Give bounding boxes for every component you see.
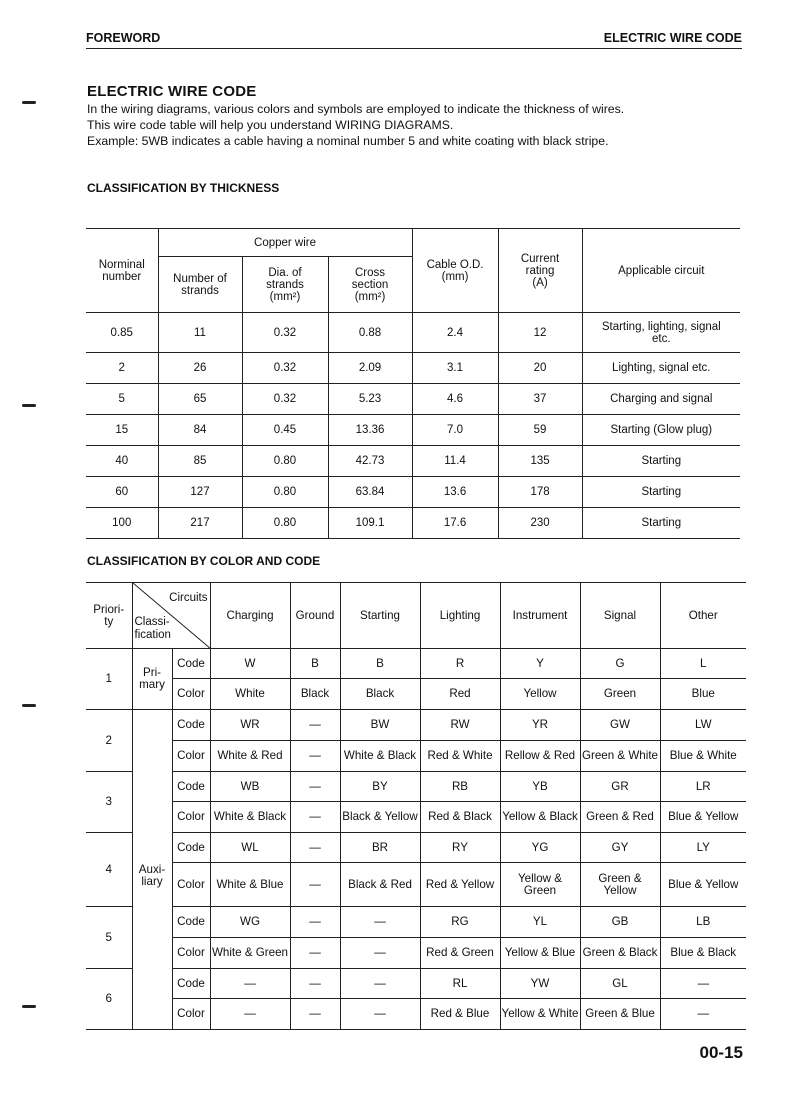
header-cable-od: Cable O.D. (mm) xyxy=(412,229,498,313)
binder-mark xyxy=(22,101,36,104)
circuit-line: Lighting, signal etc. xyxy=(612,362,711,374)
header-instrument: Instrument xyxy=(500,583,580,649)
cell-code: G xyxy=(580,649,660,679)
cell-color: White & Green xyxy=(210,938,290,969)
circuit-line: Starting (Glow plug) xyxy=(610,424,713,436)
cell-code: GY xyxy=(580,833,660,863)
cell-priority: 5 xyxy=(86,907,132,969)
cell-code: R xyxy=(420,649,500,679)
cell-color: Blue & White xyxy=(660,741,746,772)
circuit-line: Starting, lighting, signal xyxy=(601,320,721,333)
cell-dash: — xyxy=(340,999,420,1030)
intro-line: In the wiring diagrams, various colors and symbols are employed to indicate the thickness of wires. xyxy=(87,102,625,116)
cell-strands: 217 xyxy=(158,508,242,539)
cell-code: LY xyxy=(660,833,746,863)
cell-code: GB xyxy=(580,907,660,938)
cell-code: YL xyxy=(500,907,580,938)
header-other: Other xyxy=(660,583,746,649)
text-line: Green & xyxy=(598,871,642,885)
table-row xyxy=(86,999,746,1030)
color-code-table xyxy=(86,582,746,1030)
circuit-line: Starting xyxy=(641,455,682,467)
cell-color-label: Color xyxy=(172,999,210,1030)
cell-color: Green & Red xyxy=(580,802,660,833)
circuit-line: Starting xyxy=(641,486,682,498)
table-row xyxy=(86,384,740,415)
table-row xyxy=(86,415,740,446)
cell-code: RB xyxy=(420,772,500,802)
cell-code-label: Code xyxy=(172,907,210,938)
cell-auxiliary xyxy=(132,710,172,1030)
cell-code: GL xyxy=(580,969,660,999)
cell-color: Green & Black xyxy=(580,938,660,969)
cell-current: 59 xyxy=(498,415,582,446)
cell-priority: 3 xyxy=(86,772,132,833)
cell-dash: — xyxy=(290,772,340,802)
cell-color: Green xyxy=(580,679,660,710)
cell-current: 135 xyxy=(498,446,582,477)
cell-color: Red xyxy=(420,679,500,710)
cell-color: Red & White xyxy=(420,741,500,772)
cell-dash: — xyxy=(290,938,340,969)
cell-strands: 11 xyxy=(158,313,242,353)
color-heading: CLASSIFICATION BY COLOR AND CODE xyxy=(87,554,321,568)
cell-dia: 0.80 xyxy=(242,477,328,508)
cell-dia: 0.32 xyxy=(242,313,328,353)
cell-color: White & Red xyxy=(210,741,290,772)
cell-code: YG xyxy=(500,833,580,863)
cell-od: 2.4 xyxy=(412,313,498,353)
header-lighting: Lighting xyxy=(420,583,500,649)
cell-code: YB xyxy=(500,772,580,802)
circuit-line: Charging and signal xyxy=(610,393,713,405)
cell-circuit xyxy=(582,477,740,508)
header-circuits: Circuits xyxy=(169,592,208,604)
cell-code-label: Code xyxy=(172,833,210,863)
cell-code: LB xyxy=(660,907,746,938)
cell-cross: 2.09 xyxy=(328,353,412,384)
table-row xyxy=(86,863,746,907)
cell-code-label: Code xyxy=(172,710,210,741)
cell-priority: 2 xyxy=(86,710,132,772)
header-starting: Starting xyxy=(340,583,420,649)
table-row xyxy=(86,741,746,772)
cell-dia: 0.32 xyxy=(242,384,328,415)
header-cross-section: Cross section (mm²) xyxy=(328,257,412,313)
cell-code: LW xyxy=(660,710,746,741)
cell-dash: — xyxy=(660,969,746,999)
binder-mark xyxy=(22,1005,36,1008)
cell-current: 37 xyxy=(498,384,582,415)
cell-circuit xyxy=(582,313,740,353)
binder-mark xyxy=(22,404,36,407)
cell-code: WG xyxy=(210,907,290,938)
cell-color: Red & Yellow xyxy=(420,863,500,907)
cell-color-label: Color xyxy=(172,741,210,772)
cell-color xyxy=(500,863,580,907)
table-row xyxy=(86,833,746,863)
table-row xyxy=(86,969,746,999)
intro-line: This wire code table will help you understand WIRING DIAGRAMS. xyxy=(87,118,454,132)
cell-code: WL xyxy=(210,833,290,863)
cell-color: White xyxy=(210,679,290,710)
header-number-of-strands: Number of strands xyxy=(158,257,242,313)
page-title: ELECTRIC WIRE CODE xyxy=(87,83,257,100)
cell-od: 17.6 xyxy=(412,508,498,539)
cell-priority: 1 xyxy=(86,649,132,710)
header-charging: Charging xyxy=(210,583,290,649)
cell-cross: 63.84 xyxy=(328,477,412,508)
cell-circuit xyxy=(582,446,740,477)
cell-code-label: Code xyxy=(172,649,210,679)
circuit-line: etc. xyxy=(652,332,671,345)
cell-color-label: Color xyxy=(172,679,210,710)
text-line: Yellow & xyxy=(517,871,563,885)
cell-code: BY xyxy=(340,772,420,802)
table-row xyxy=(86,353,740,384)
cell-dash: — xyxy=(290,863,340,907)
header-circuits-classification xyxy=(132,583,210,649)
cell-color-label: Color xyxy=(172,802,210,833)
cell-color: Green & Blue xyxy=(580,999,660,1030)
cell-color: Red & Black xyxy=(420,802,500,833)
cell-circuit xyxy=(582,384,740,415)
cell-color: White & Black xyxy=(340,741,420,772)
cell-color: Black & Red xyxy=(340,863,420,907)
cell-priority: 4 xyxy=(86,833,132,907)
intro-text xyxy=(87,101,624,149)
cell-cross: 0.88 xyxy=(328,313,412,353)
cell-color xyxy=(580,863,660,907)
cell-cross: 13.36 xyxy=(328,415,412,446)
cell-cross: 42.73 xyxy=(328,446,412,477)
header-classification: Classi- fication xyxy=(134,616,171,641)
cell-color: Yellow & White xyxy=(500,999,580,1030)
table-row xyxy=(86,477,740,508)
table-row xyxy=(86,772,746,802)
cell-code-label: Code xyxy=(172,772,210,802)
cell-cross: 5.23 xyxy=(328,384,412,415)
text-line: Auxi- xyxy=(138,862,166,876)
cell-od: 13.6 xyxy=(412,477,498,508)
page-header xyxy=(86,30,742,49)
cell-code: RG xyxy=(420,907,500,938)
cell-color: Black xyxy=(290,679,340,710)
cell-dash: — xyxy=(290,802,340,833)
cell-code: RW xyxy=(420,710,500,741)
cell-code: W xyxy=(210,649,290,679)
cell-primary xyxy=(132,649,172,710)
cell-dash: — xyxy=(340,907,420,938)
table-row xyxy=(86,802,746,833)
cell-current: 12 xyxy=(498,313,582,353)
cell-strands: 85 xyxy=(158,446,242,477)
cell-nominal: 15 xyxy=(86,415,158,446)
thickness-table xyxy=(86,228,740,539)
cell-od: 11.4 xyxy=(412,446,498,477)
cell-dash: — xyxy=(290,710,340,741)
table-row xyxy=(86,508,740,539)
text-line: Pri- xyxy=(142,666,162,679)
cell-code: GW xyxy=(580,710,660,741)
cell-code: YR xyxy=(500,710,580,741)
cell-nominal: 0.85 xyxy=(86,313,158,353)
binder-mark xyxy=(22,704,36,707)
cell-dash: — xyxy=(340,938,420,969)
cell-code: YW xyxy=(500,969,580,999)
cell-color: White & Blue xyxy=(210,863,290,907)
text-line: mary xyxy=(139,678,165,691)
cell-dia: 0.80 xyxy=(242,508,328,539)
cell-dash: — xyxy=(660,999,746,1030)
table-row xyxy=(86,938,746,969)
cell-color: Yellow xyxy=(500,679,580,710)
cell-dash: — xyxy=(210,999,290,1030)
text-line: liary xyxy=(141,874,163,888)
cell-code: B xyxy=(290,649,340,679)
cell-nominal: 5 xyxy=(86,384,158,415)
header-applicable-circuit: Applicable circuit xyxy=(582,229,740,313)
cell-nominal: 60 xyxy=(86,477,158,508)
cell-color: Red & Blue xyxy=(420,999,500,1030)
text-line: Green xyxy=(523,883,557,897)
cell-code: WR xyxy=(210,710,290,741)
cell-code-label: Code xyxy=(172,969,210,999)
cell-dash: — xyxy=(290,999,340,1030)
cell-dash: — xyxy=(290,833,340,863)
cell-circuit xyxy=(582,353,740,384)
intro-line: Example: 5WB indicates a cable having a nominal number 5 and white coating with black stripe. xyxy=(87,134,609,148)
header-nominal: Norminal number xyxy=(86,229,158,313)
header-section: FOREWORD xyxy=(86,31,161,45)
cell-circuit xyxy=(582,508,740,539)
cell-circuit xyxy=(582,415,740,446)
cell-od: 3.1 xyxy=(412,353,498,384)
cell-code: WB xyxy=(210,772,290,802)
cell-current: 230 xyxy=(498,508,582,539)
cell-color: Blue & Yellow xyxy=(660,802,746,833)
cell-code: GR xyxy=(580,772,660,802)
header-ground: Ground xyxy=(290,583,340,649)
cell-code: BW xyxy=(340,710,420,741)
cell-nominal: 40 xyxy=(86,446,158,477)
cell-dash: — xyxy=(340,969,420,999)
cell-color: Red & Green xyxy=(420,938,500,969)
cell-strands: 127 xyxy=(158,477,242,508)
header-signal: Signal xyxy=(580,583,660,649)
cell-strands: 26 xyxy=(158,353,242,384)
cell-color-label: Color xyxy=(172,938,210,969)
cell-code: Y xyxy=(500,649,580,679)
cell-color: Yellow & Blue xyxy=(500,938,580,969)
circuit-line: Starting xyxy=(641,517,682,529)
cell-nominal: 2 xyxy=(86,353,158,384)
table-row xyxy=(86,649,746,679)
cell-cross: 109.1 xyxy=(328,508,412,539)
cell-code: BR xyxy=(340,833,420,863)
thickness-heading: CLASSIFICATION BY THICKNESS xyxy=(87,181,280,195)
cell-nominal: 100 xyxy=(86,508,158,539)
table-row xyxy=(86,907,746,938)
cell-dia: 0.80 xyxy=(242,446,328,477)
table-row xyxy=(86,710,746,741)
table-row xyxy=(86,313,740,353)
cell-strands: 65 xyxy=(158,384,242,415)
cell-priority: 6 xyxy=(86,969,132,1030)
cell-color: Black xyxy=(340,679,420,710)
cell-color-label: Color xyxy=(172,863,210,907)
cell-od: 4.6 xyxy=(412,384,498,415)
cell-strands: 84 xyxy=(158,415,242,446)
header-dia-of-strands: Dia. of strands (mm²) xyxy=(242,257,328,313)
cell-dia: 0.45 xyxy=(242,415,328,446)
cell-code: L xyxy=(660,649,746,679)
cell-code: RY xyxy=(420,833,500,863)
cell-color: White & Black xyxy=(210,802,290,833)
cell-color: Green & White xyxy=(580,741,660,772)
header-priority: Priori- ty xyxy=(86,583,132,649)
cell-dash: — xyxy=(290,741,340,772)
cell-current: 178 xyxy=(498,477,582,508)
header-current-rating: Current rating (A) xyxy=(498,229,582,313)
cell-color: Yellow & Black xyxy=(500,802,580,833)
cell-color: Black & Yellow xyxy=(340,802,420,833)
cell-color: Rellow & Red xyxy=(500,741,580,772)
cell-dash: — xyxy=(210,969,290,999)
table-row xyxy=(86,446,740,477)
page-number: 00-15 xyxy=(699,1043,743,1062)
cell-dia: 0.32 xyxy=(242,353,328,384)
cell-current: 20 xyxy=(498,353,582,384)
cell-od: 7.0 xyxy=(412,415,498,446)
cell-dash: — xyxy=(290,907,340,938)
cell-color: Blue & Yellow xyxy=(660,863,746,907)
cell-dash: — xyxy=(290,969,340,999)
cell-code: RL xyxy=(420,969,500,999)
cell-color: Blue xyxy=(660,679,746,710)
table-row xyxy=(86,679,746,710)
cell-color: Blue & Black xyxy=(660,938,746,969)
cell-code: B xyxy=(340,649,420,679)
text-line: Yellow xyxy=(603,883,637,897)
header-topic: ELECTRIC WIRE CODE xyxy=(603,31,742,45)
header-copper-wire: Copper wire xyxy=(158,229,412,257)
cell-code: LR xyxy=(660,772,746,802)
